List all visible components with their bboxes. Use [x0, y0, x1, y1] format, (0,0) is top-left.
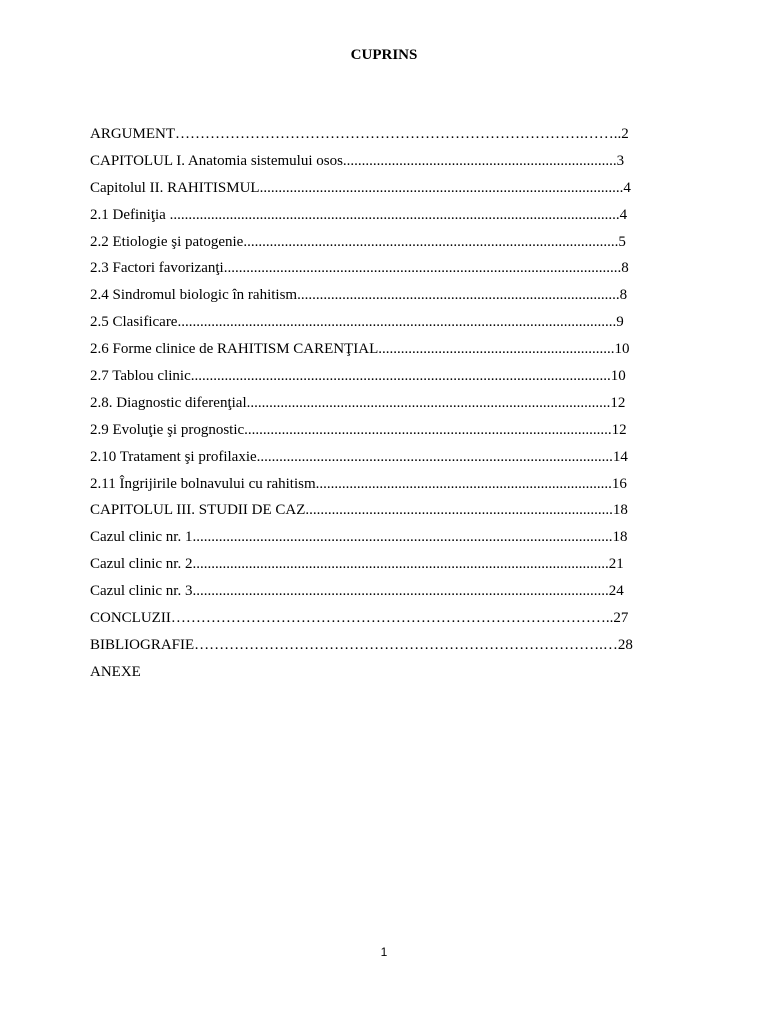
toc-entry-2-1	[90, 205, 650, 232]
toc-entry-leader: .................................................................................................	[259, 179, 624, 196]
toc-entry-leader: ................................................................................................................	[192, 529, 613, 546]
toc-entry-leader: ...............................................................................................................	[192, 556, 609, 573]
toc-entry-leader: ................................................................................................................	[190, 368, 611, 385]
toc-entry-bibliografie	[90, 635, 650, 662]
toc-entry-page: 10	[614, 341, 630, 358]
toc-entry-leader: ……………………………………………………………………….…	[194, 636, 618, 653]
toc-entry-page: 3	[616, 152, 625, 169]
toc-entry-page: 28	[617, 636, 633, 653]
toc-entry-page: 14	[612, 448, 628, 465]
toc-entry-label: Cazul clinic nr. 2	[90, 556, 193, 573]
toc-entry-label: BIBLIOGRAFIE	[90, 636, 195, 653]
toc-entry-page: 27	[613, 610, 629, 627]
toc-entry-label: Capitolul II. RAHITISMUL	[90, 179, 260, 196]
toc-entry-page: 5	[618, 233, 626, 250]
toc-entry-2-7	[90, 366, 650, 393]
toc-entry-page: 16	[611, 475, 627, 492]
toc-entry-label: ARGUMENT	[90, 126, 175, 142]
toc-entry-leader: ........................................................................................................................	[169, 206, 620, 223]
toc-entry-label: CAPITOLUL III. STUDII DE CAZ	[90, 502, 306, 519]
toc-entry-label: 2.7 Tablou clinic	[90, 368, 191, 385]
toc-entry-leader: ...............................................................	[378, 341, 615, 358]
toc-entry-2-8	[90, 393, 650, 420]
toc-entry-page: 18	[612, 529, 628, 546]
toc-entry-leader: ...............................................................................................	[256, 448, 613, 465]
toc-entry-label: CAPITOLUL I. Anatomia sistemului osos	[90, 152, 343, 169]
toc-entry-page: 8	[621, 260, 629, 277]
toc-entry-2-2	[90, 232, 650, 259]
toc-entry-capitolul-1	[90, 151, 650, 178]
toc-entry-label: 2.10 Tratament şi profilaxie	[90, 448, 257, 465]
toc-entry-label: 2.5 Clasificare	[90, 314, 178, 331]
toc-entry-2-11	[90, 474, 650, 501]
page-number: 1	[380, 945, 388, 959]
toc-entry-2-4	[90, 285, 650, 312]
toc-entry-leader: .....................................................................................................................	[177, 314, 617, 331]
toc-entry-label: Cazul clinic nr. 1	[90, 529, 193, 546]
toc-entry-concluzii	[90, 608, 650, 635]
toc-entry-page: 9	[616, 314, 624, 331]
toc-entry-leader: ..................................................................................	[305, 502, 613, 519]
toc-entry-2-9	[90, 420, 650, 447]
toc-entry-leader: ……………………………………………………………………….……..	[175, 126, 622, 142]
toc-entry-leader: ......................................................................................	[297, 287, 620, 304]
toc-entry-leader: ……………………………………………………………………………..	[170, 610, 614, 627]
toc-entry-label: Cazul clinic nr. 3	[90, 583, 193, 600]
toc-entry-label: 2.1 Definiţia	[90, 206, 170, 223]
toc-entry-page: 12	[611, 421, 627, 438]
toc-entry-caz-3	[90, 581, 650, 608]
toc-entry-leader: ...............................................................................................................	[192, 583, 609, 600]
toc-entry-label: 2.6 Forme clinice de RAHITISM CARENŢIAL	[90, 341, 379, 358]
toc-entry-capitolul-3	[90, 500, 650, 527]
toc-entry-leader: .................................................................................................	[246, 394, 611, 411]
toc-entry-leader: ..........................................................................................................	[223, 260, 622, 277]
toc-entry-capitolul-2	[90, 178, 650, 205]
toc-entry-caz-2	[90, 554, 650, 581]
page-title: CUPRINS	[350, 47, 418, 63]
toc-entry-page: 10	[610, 368, 626, 385]
toc-entry-label: ANEXE	[90, 663, 141, 680]
toc-entry-leader: .........................................................................	[342, 152, 617, 169]
toc-entry-label: 2.9 Evoluţie şi prognostic	[90, 421, 245, 438]
toc-entry-2-3	[90, 258, 650, 285]
table-of-contents	[90, 124, 650, 689]
toc-entry-page: 12	[610, 394, 626, 411]
toc-entry-leader: ...............................................................................	[315, 475, 612, 492]
toc-entry-label: 2.3 Factori favorizanţi	[90, 260, 224, 277]
toc-entry-label: 2.4 Sindromul biologic în rahitism	[90, 287, 298, 304]
toc-entry-page: 21	[608, 556, 624, 573]
toc-entry-2-5	[90, 312, 650, 339]
toc-entry-page: 8	[619, 287, 628, 304]
toc-entry-page: 4	[619, 206, 628, 223]
toc-entry-leader: ..................................................................................................	[244, 421, 612, 438]
toc-entry-page: 18	[612, 502, 628, 519]
toc-entry-argument	[90, 124, 650, 151]
toc-entry-label: 2.11 Îngrijirile bolnavului cu rahitism	[90, 475, 316, 492]
toc-entry-2-6	[90, 339, 650, 366]
toc-entry-leader: ....................................................................................................	[243, 233, 619, 250]
toc-entry-label: 2.2 Etiologie şi patogenie	[90, 233, 244, 250]
toc-entry-page: 4	[623, 179, 631, 196]
toc-entry-page: 24	[608, 583, 624, 600]
toc-entry-page: 2	[621, 126, 629, 142]
toc-entry-2-10	[90, 447, 650, 474]
toc-entry-label: 2.8. Diagnostic diferenţial	[90, 394, 247, 411]
toc-entry-anexe	[90, 662, 650, 689]
toc-entry-caz-1	[90, 527, 650, 554]
toc-entry-label: CONCLUZII	[90, 610, 171, 627]
